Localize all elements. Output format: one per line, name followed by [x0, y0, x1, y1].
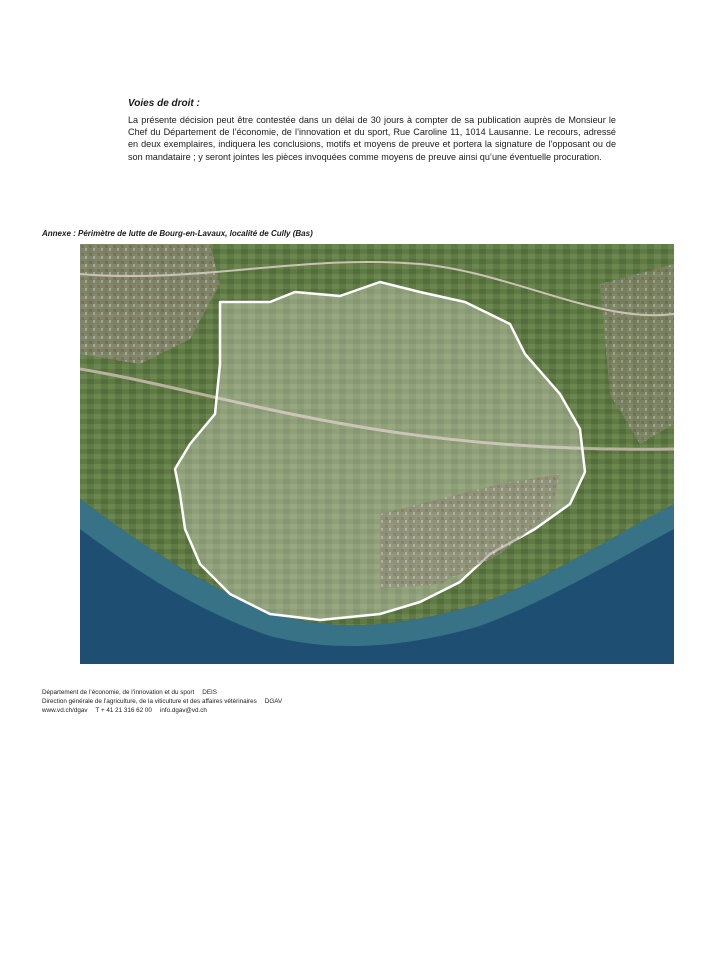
aerial-map-image: [80, 244, 674, 664]
annex-caption: Annexe : Périmètre de lutte de Bourg-en-Lavaux, localité de Cully (Bas): [42, 229, 313, 238]
section-title: Voies de droit :: [128, 98, 200, 109]
footer-website[interactable]: www.vd.ch/dgav: [42, 707, 88, 715]
legal-remedies-paragraph: La présente décision peut être contestée dans un délai de 30 jours à compter de sa publication auprès de Monsieur le Chef du Département de l’économie, de l’innovation et du sport, Rue Caroline 11, 1014 Lausanne. Le recours, adressé en deux exemplaires, indiquera les conclusions, motifs et moyens de preuve et portera la signature de l’opposant ou de son mandataire ; y seront jointes les pièces invoquées comme moyens de preuve ainsi qu’une éventuelle procuration.: [128, 115, 616, 162]
footer-direction-abbr: DGAV: [264, 698, 283, 706]
footer: [42, 688, 282, 716]
footer-phone: T + 41 21 316 62 00: [95, 707, 152, 715]
footer-email[interactable]: info.dgav@vd.ch: [159, 707, 207, 715]
aerial-map: [80, 244, 674, 664]
footer-department-abbr: DEIS: [202, 689, 217, 696]
footer-department: Département de l’économie, de l’innovation et du sport: [42, 689, 195, 696]
footer-direction: Direction générale de l’agriculture, de la viticulture et des affaires vétérinaires: [42, 698, 257, 706]
